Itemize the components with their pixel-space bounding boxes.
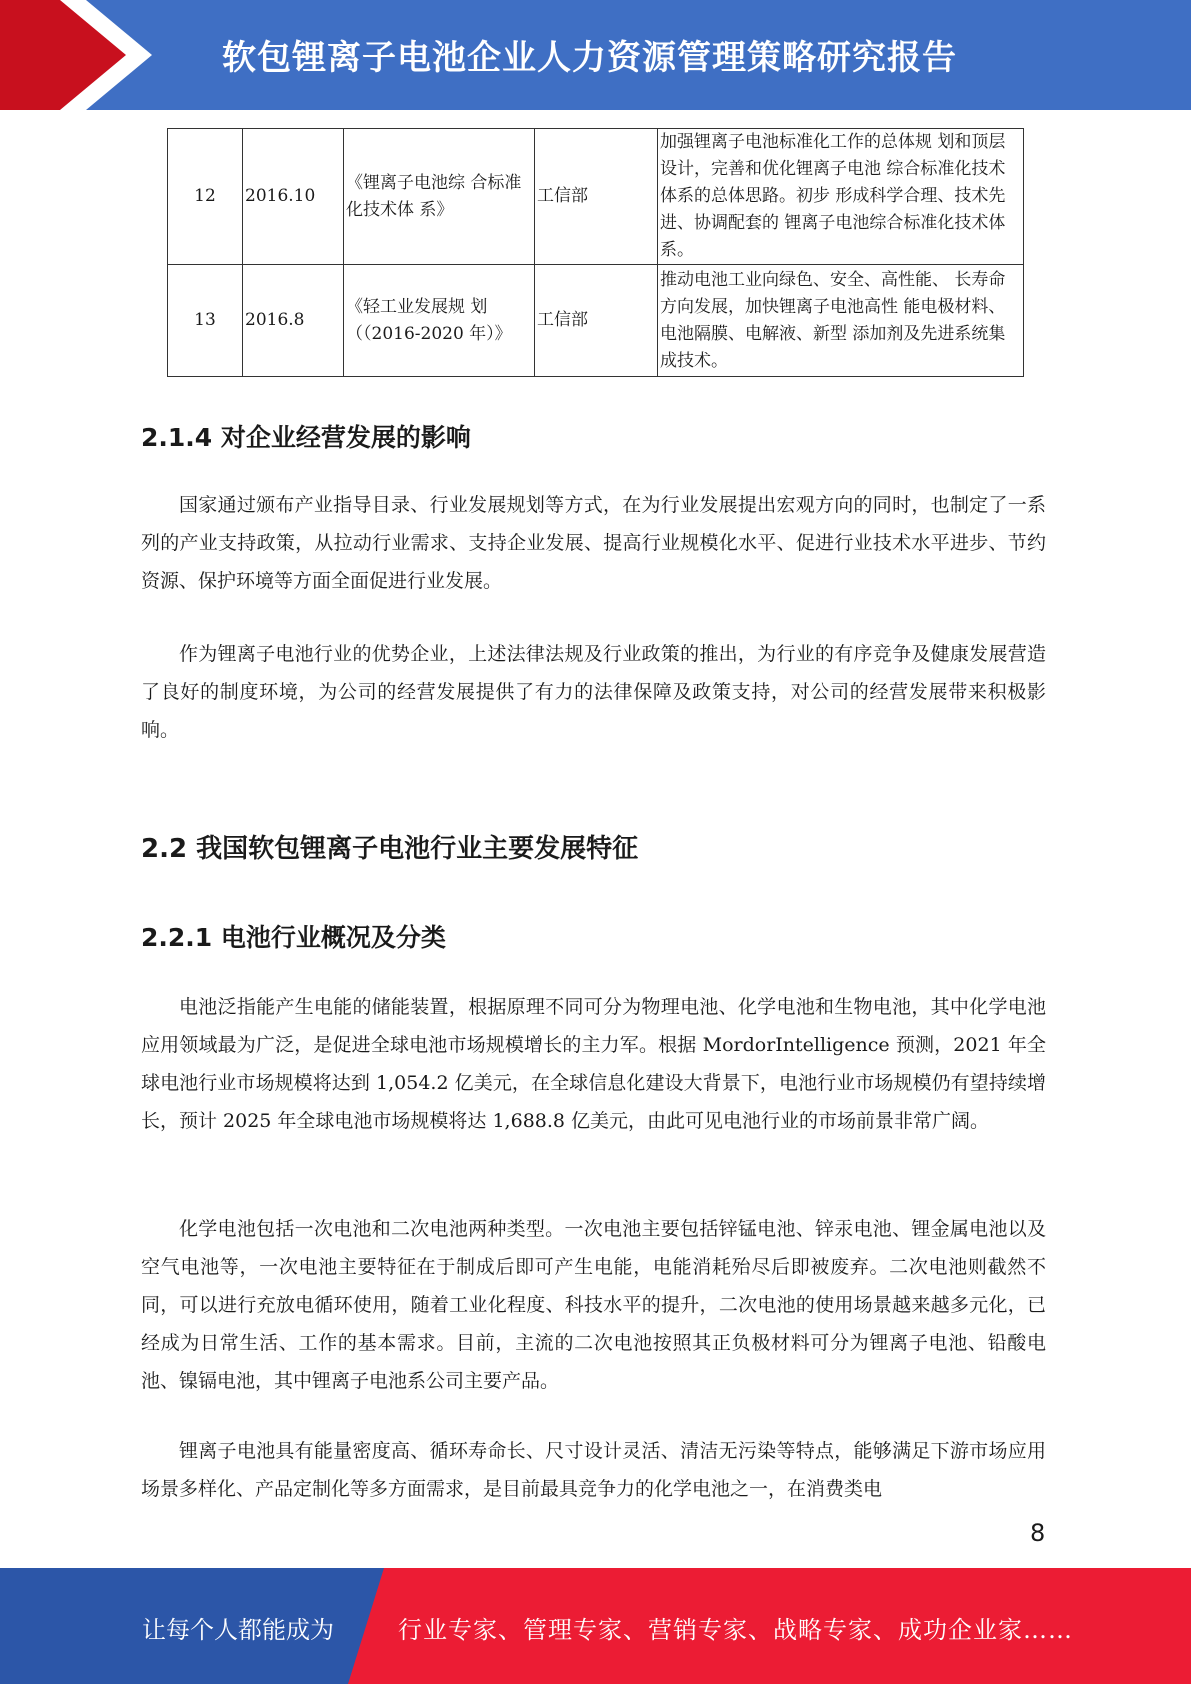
footer-slogan-right: 行业专家、管理专家、营销专家、战略专家、成功企业家……	[398, 1616, 1073, 1644]
paragraph: 电池泛指能产生电能的储能装置，根据原理不同可分为物理电池、化学电池和生物电池，其中化学电池应用领域最为广泛，是促进全球电池市场规模增长的主力军。根据 MordorIntelligence 预测，2021 年全球电池行业市场规模将达到 1,054.2 亿美元，在全球信息化建设大背景下，电池行业市场规模仍有望持续增长，预计 2025 年全球电池市场规模将达 1,688.8 亿美元，由此可见电池行业的市场前景非常广阔。	[141, 996, 1046, 1132]
paragraph: 锂离子电池具有能量密度高、循环寿命长、尺寸设计灵活、清洁无污染等特点，能够满足下游市场应用场景多样化、产品定制化等多方面需求，是目前最具竞争力的化学电池之一，在消费类电	[141, 1440, 1046, 1500]
row-department: 工信部	[535, 129, 658, 265]
row-description: 推动电池工业向绿色、安全、高性能、 长寿命方向发展，加快锂离子电池高性 能电极材料、电池隔膜、电解液、新型 添加剂及先进系统集成技术。	[658, 265, 1024, 377]
footer-slogan-left: 让每个人都能成为	[142, 1616, 334, 1644]
table-row	[168, 265, 1024, 377]
section-heading-2-2: 2.2 我国软包锂离子电池行业主要发展特征	[141, 834, 639, 864]
paragraph: 国家通过颁布产业指导目录、行业发展规划等方式，在为行业发展提出宏观方向的同时，也制定了一系列的产业支持政策，从拉动行业需求、支持企业发展、提高行业规模化水平、促进行业技术水平进步、节约资源、保护环境等方面全面促进行业发展。	[141, 494, 1046, 592]
page-number: 8	[1030, 1519, 1046, 1547]
row-number: 13	[168, 265, 243, 377]
section-heading-2-1-4: 2.1.4 对企业经营发展的影响	[141, 423, 471, 452]
paragraph: 作为锂离子电池行业的优势企业，上述法律法规及行业政策的推出，为行业的有序竞争及健康发展营造了良好的制度环境，为公司的经营发展提供了有力的法律保障及政策支持，对公司的经营发展带来积极影响。	[141, 643, 1046, 741]
row-description: 加强锂离子电池标准化工作的总体规 划和顶层设计，完善和优化锂离子电池 综合标准化技术体系的总体思路。初步 形成科学合理、技术先进、协调配套的 锂离子电池综合标准化技术体系。	[658, 129, 1024, 265]
table-row	[168, 129, 1024, 265]
row-date: 2016.10	[243, 129, 344, 265]
row-number: 12	[168, 129, 243, 265]
row-department: 工信部	[535, 265, 658, 377]
row-policy-name: 《锂离子电池综 合标准化技术体 系》	[344, 129, 535, 265]
policy-table	[167, 128, 1024, 377]
row-policy-name: 《轻工业发展规 划（（2016-2020 年）》	[344, 265, 535, 377]
row-date: 2016.8	[243, 265, 344, 377]
section-heading-2-2-1: 2.2.1 电池行业概况及分类	[141, 923, 446, 952]
report-title: 软包锂离子电池企业人力资源管理策略研究报告	[222, 38, 957, 78]
paragraph: 化学电池包括一次电池和二次电池两种类型。一次电池主要包括锌锰电池、锌汞电池、锂金属电池以及空气电池等，一次电池主要特征在于制成后即可产生电能，电能消耗殆尽后即被废弃。二次电池则截然不同，可以进行充放电循环使用，随着工业化程度、科技水平的提升，二次电池的使用场景越来越多元化，已经成为日常生活、工作的基本需求。目前，主流的二次电池按照其正负极材料可分为锂离子电池、铅酸电池、镍镉电池，其中锂离子电池系公司主要产品。	[141, 1218, 1046, 1392]
